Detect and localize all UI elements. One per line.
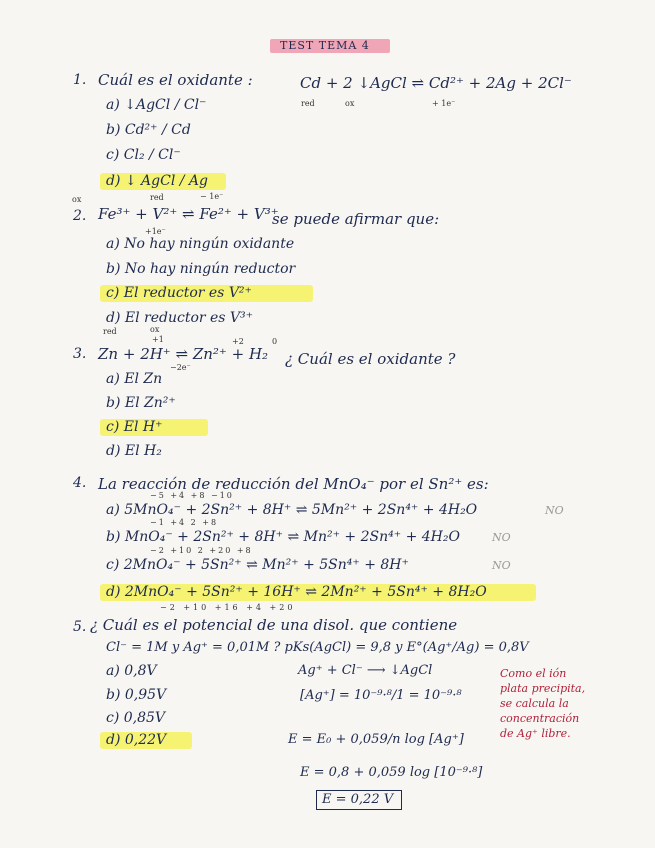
q5-note-1: Como el ión bbox=[500, 667, 567, 680]
q1-eq-e: + 1e⁻ bbox=[432, 99, 456, 108]
q4-option-b: b) MnO₄⁻ + 2Sn²⁺ + 8H⁺ ⇌ Mn²⁺ + 2Sn⁴⁺ + 4H₂O bbox=[106, 529, 460, 545]
q1-question: Cuál es el oxidante : bbox=[98, 71, 253, 89]
q3-ann-0: 0 bbox=[272, 337, 278, 346]
q2-option-d: d) El reductor es V³⁺ bbox=[106, 310, 254, 326]
q4-nums-d: −2 +10 +16 +4 +20 bbox=[160, 603, 296, 612]
q1-number: 1. bbox=[73, 72, 87, 88]
q5-option-c: c) 0,85V bbox=[106, 710, 166, 726]
q5-option-b: b) 0,95V bbox=[106, 687, 167, 703]
q4-option-a: a) 5MnO₄⁻ + 2Sn²⁺ + 8H⁺ ⇌ 5Mn²⁺ + 2Sn⁴⁺ + 4H₂O bbox=[106, 502, 478, 518]
q3-option-d: d) El H₂ bbox=[106, 443, 162, 459]
q4-nums-a: −5 +4 +8 −10 bbox=[150, 491, 234, 500]
q5-number: 5. bbox=[73, 619, 87, 635]
q5-work-2: [Ag⁺] = 10⁻⁹·⁸/1 = 10⁻⁹·⁸ bbox=[300, 688, 462, 703]
q1-eq-red: red bbox=[301, 99, 315, 108]
q3-ann-red: red bbox=[103, 327, 117, 336]
q3-ann-1: +1 bbox=[152, 335, 164, 344]
q4-option-d: d) 2MnO₄⁻ + 5Sn²⁺ + 16H⁺ ⇌ 2Mn²⁺ + 5Sn⁴⁺ + 8H₂O bbox=[106, 584, 487, 600]
q5-note-4: concentración bbox=[500, 712, 580, 725]
q1-option-b: b) Cd²⁺ / Cd bbox=[106, 122, 191, 138]
q4-nums-c: −2 +10 2 +20 +8 bbox=[150, 546, 253, 555]
q2-equation: Fe³⁺ + V²⁺ ⇌ Fe²⁺ + V³⁺ bbox=[98, 205, 279, 223]
q2-option-b: b) No hay ningún reductor bbox=[106, 261, 296, 277]
q2-number: 2. bbox=[73, 208, 87, 224]
q3-equation: Zn + 2H⁺ ⇌ Zn²⁺ + H₂ bbox=[98, 345, 269, 363]
q2-ann-e2: +1e⁻ bbox=[145, 227, 166, 236]
q3-ann-e: −2e⁻ bbox=[170, 363, 191, 372]
q1-equation: Cd + 2 ↓AgCl ⇌ Cd²⁺ + 2Ag + 2Cl⁻ bbox=[300, 74, 572, 92]
q2-ann-ox: ox bbox=[72, 195, 82, 204]
q3-number: 3. bbox=[73, 346, 87, 362]
q3-tail: ¿ Cuál es el oxidante ? bbox=[285, 350, 456, 368]
q5-work-1: Ag⁺ + Cl⁻ ⟶ ↓AgCl bbox=[298, 663, 433, 678]
q5-note-5: de Ag⁺ libre. bbox=[500, 727, 571, 740]
q4-nums-b: −1 +4 2 +8 bbox=[150, 518, 219, 527]
q4-note-b: NO bbox=[492, 531, 511, 544]
q5-work-3: E = E₀ + 0,059/n log [Ag⁺] bbox=[288, 732, 464, 747]
q5-work-4: E = 0,8 + 0,059 log [10⁻⁹·⁸] bbox=[300, 765, 483, 780]
q2-option-c: c) El reductor es V²⁺ bbox=[106, 285, 252, 301]
q5-note-3: se calcula la bbox=[500, 697, 569, 710]
q3-option-b: b) El Zn²⁺ bbox=[106, 395, 176, 411]
q5-question-line2: Cl⁻ = 1M y Ag⁺ = 0,01M ? pKs(AgCl) = 9,8 y E°(Ag⁺/Ag) = 0,8V bbox=[106, 640, 529, 655]
q4-number: 4. bbox=[73, 475, 87, 491]
q3-ann-2: +2 bbox=[232, 337, 244, 346]
q3-ann-ox: ox bbox=[150, 325, 160, 334]
q4-question: La reacción de reducción del MnO₄⁻ por el Sn²⁺ es: bbox=[98, 475, 489, 493]
q5-option-d: d) 0,22V bbox=[106, 732, 167, 748]
q2-tail: se puede afirmar que: bbox=[272, 210, 440, 228]
page-title: TEST TEMA 4 bbox=[280, 39, 370, 52]
q4-option-c: c) 2MnO₄⁻ + 5Sn²⁺ ⇌ Mn²⁺ + 5Sn⁴⁺ + 8H⁺ bbox=[106, 557, 409, 573]
q2-ann-red: red bbox=[150, 193, 164, 202]
q3-option-c: c) El H⁺ bbox=[106, 419, 163, 435]
q2-option-a: a) No hay ningún oxidante bbox=[106, 236, 295, 252]
q5-note-2: plata precipita, bbox=[500, 682, 586, 695]
q1-option-c: c) Cl₂ / Cl⁻ bbox=[106, 147, 181, 163]
q1-option-d: d) ↓ AgCl / Ag bbox=[106, 173, 209, 189]
q4-note-c: NO bbox=[492, 559, 511, 572]
q2-ann-e1: − 1e⁻ bbox=[200, 192, 224, 201]
q1-option-a: a) ↓AgCl / Cl⁻ bbox=[106, 97, 207, 113]
q3-option-a: a) El Zn bbox=[106, 371, 163, 387]
q5-work-5: E = 0,22 V bbox=[322, 792, 394, 807]
q4-note-a: NO bbox=[545, 504, 564, 517]
q5-question: ¿ Cuál es el potencial de una disol. que contiene bbox=[90, 616, 458, 634]
q5-option-a: a) 0,8V bbox=[106, 663, 157, 679]
q1-eq-ox: ox bbox=[345, 99, 355, 108]
